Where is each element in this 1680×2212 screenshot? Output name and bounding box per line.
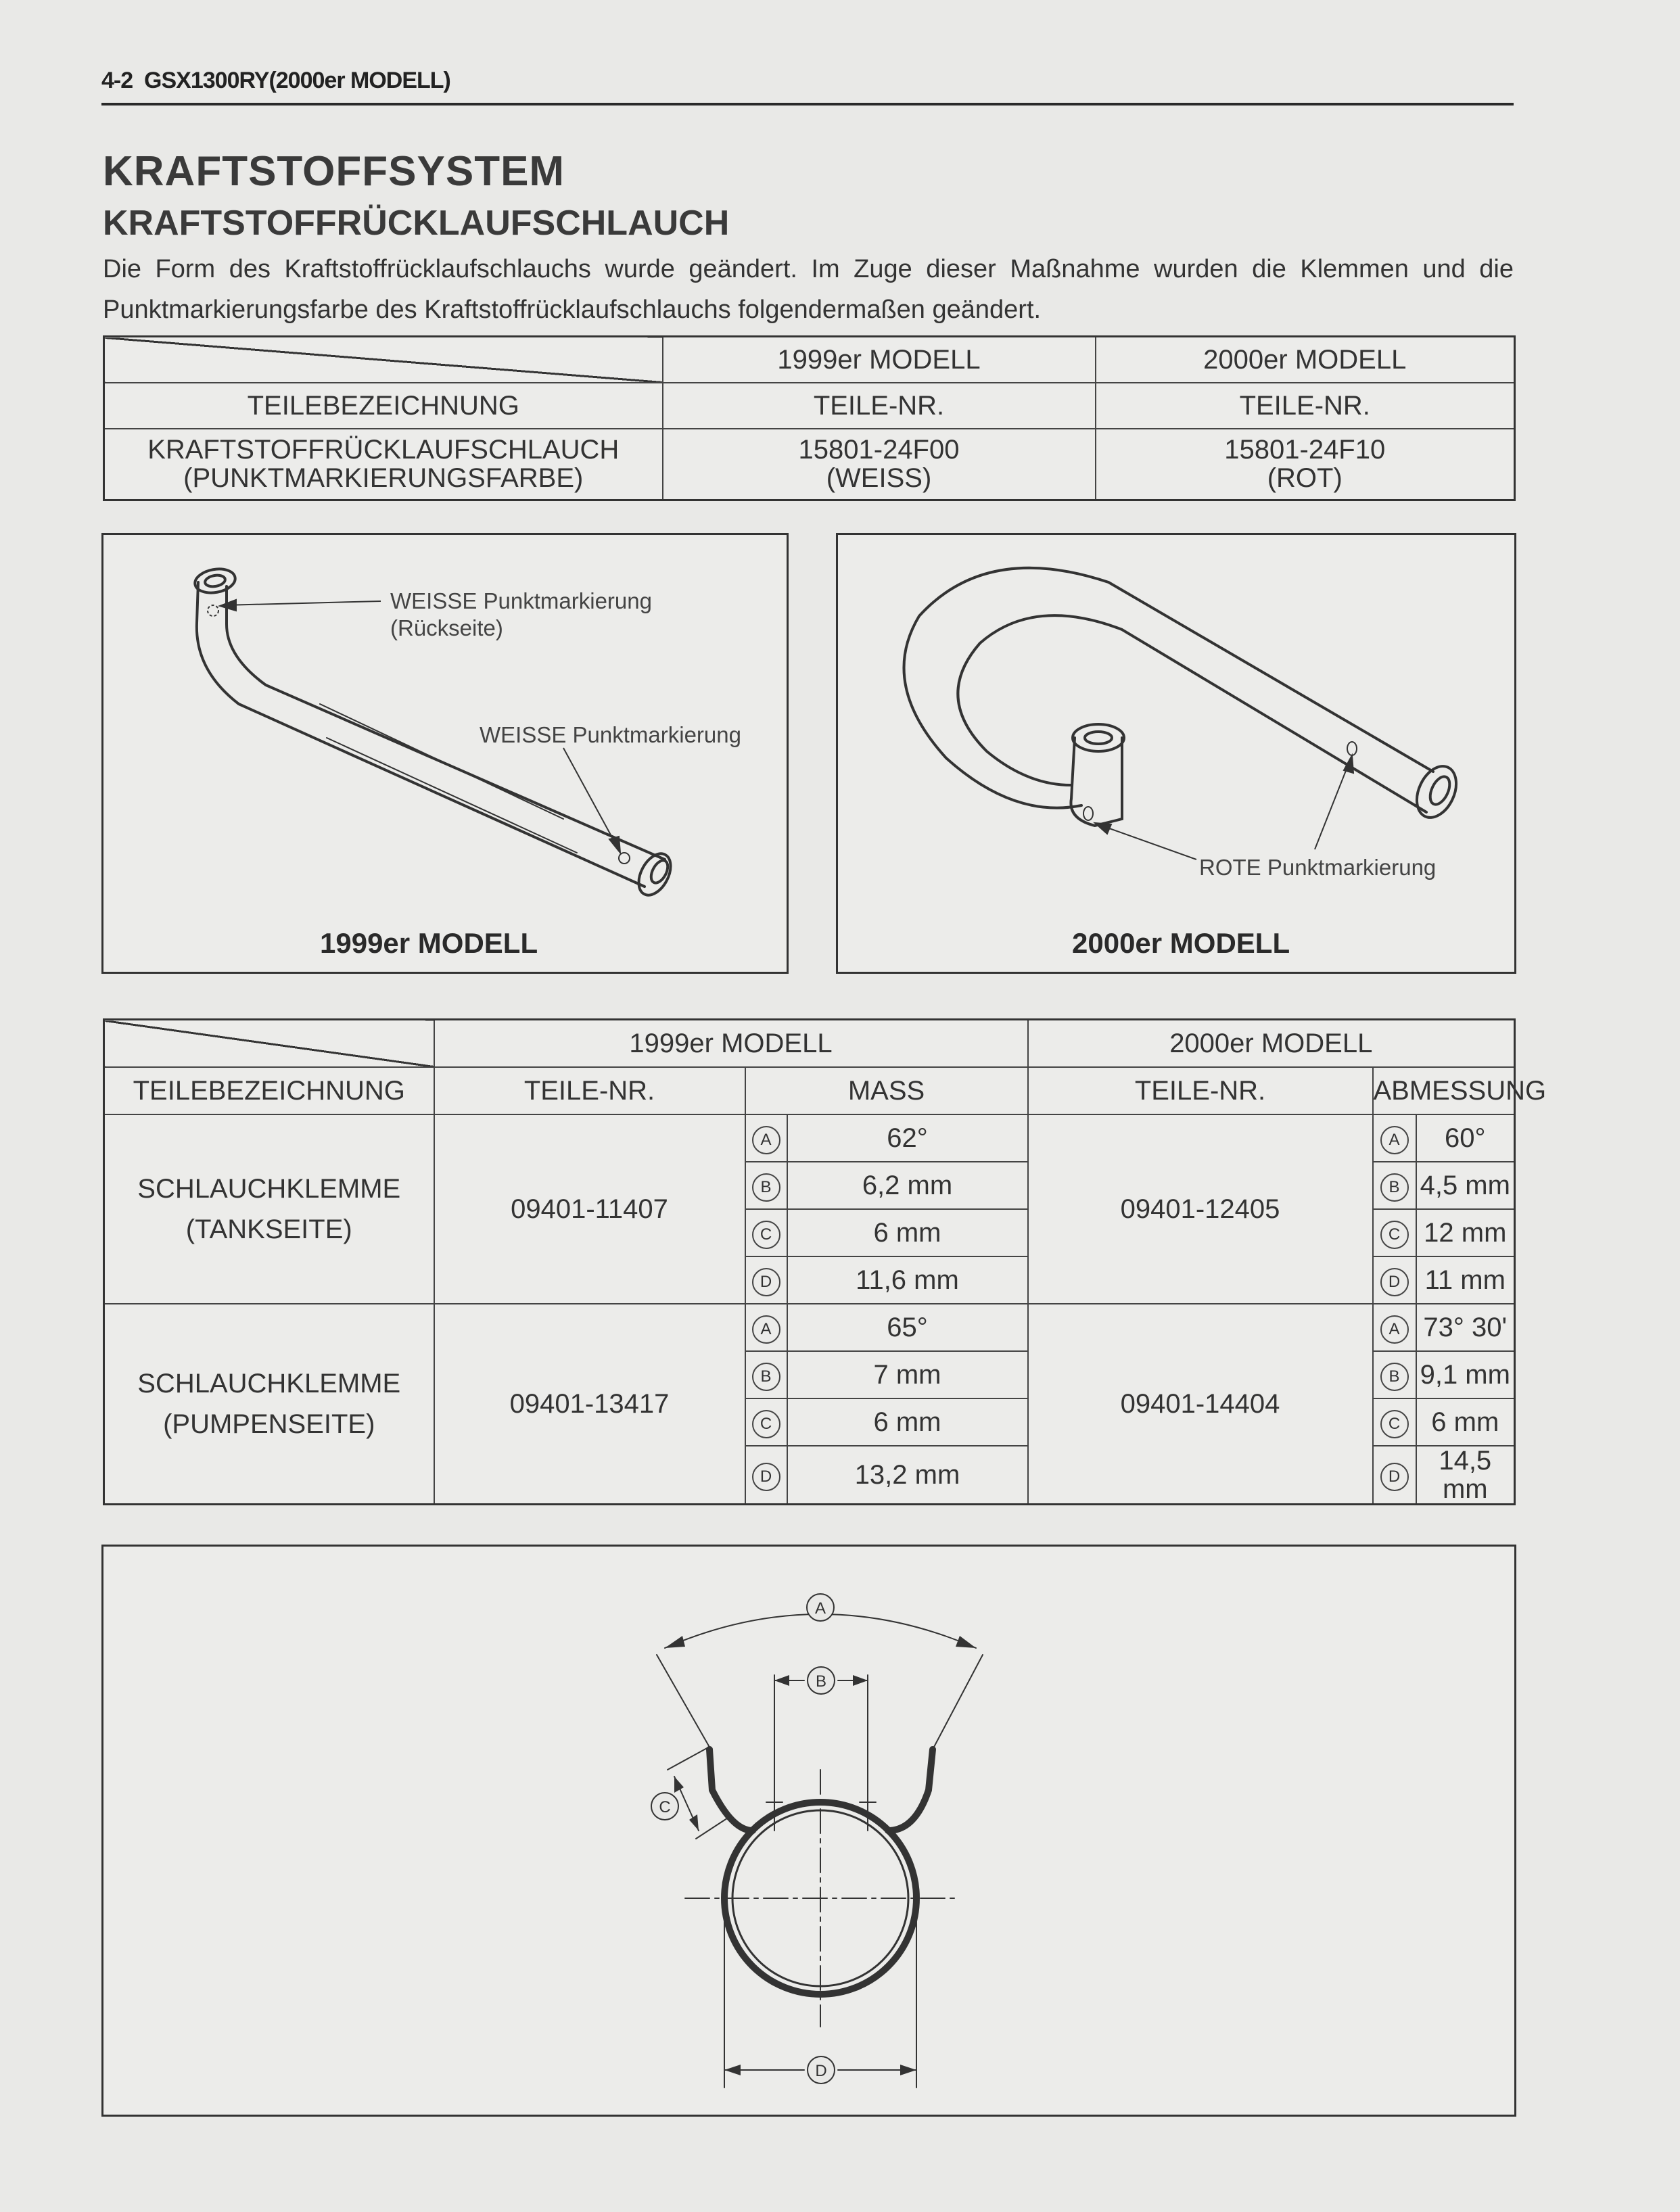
dim-value-1999: 62° xyxy=(787,1114,1028,1162)
clamp-part-2000-tank: 09401-12405 xyxy=(1028,1114,1373,1304)
dim-key: D xyxy=(745,1446,787,1505)
figure-1999-panel xyxy=(101,533,789,974)
clamp-diagram-panel xyxy=(101,1545,1516,2117)
t1-col-partno-1999: TEILE-NR. xyxy=(663,383,1096,429)
caption-1999: 1999er MODELL xyxy=(320,927,538,959)
dim-key: B xyxy=(745,1351,787,1398)
table-row xyxy=(104,1304,1515,1351)
t2-diagonal-header xyxy=(104,1020,434,1067)
hose-2000-drawing xyxy=(838,535,1514,972)
dim-key: C xyxy=(1373,1209,1416,1256)
figure-2000-panel xyxy=(836,533,1516,974)
clamp-parts-table xyxy=(103,1018,1547,1505)
t2-col-partno-2000: TEILE-NR. xyxy=(1028,1067,1373,1114)
t2-model-2000: 2000er MODELL xyxy=(1028,1020,1515,1067)
clamp-name-pump: SCHLAUCHKLEMME (PUMPENSEITE) xyxy=(104,1304,434,1505)
dim-value-1999: 6 mm xyxy=(787,1398,1028,1446)
clamp-part-2000-pump: 09401-14404 xyxy=(1028,1304,1373,1505)
t2-model-1999: 1999er MODELL xyxy=(434,1020,1028,1067)
t2-col-abmessung: ABMESSUNG xyxy=(1373,1067,1515,1114)
dim-value-1999: 13,2 mm xyxy=(787,1446,1028,1505)
dim-value-2000: 6 mm xyxy=(1416,1398,1515,1446)
t1-col-partno-2000: TEILE-NR. xyxy=(1096,383,1515,429)
t1-part-2000: 15801-24F10 (ROT) xyxy=(1096,429,1515,500)
dim-key: C xyxy=(1373,1398,1416,1446)
dim-value-2000: 14,5 mm xyxy=(1416,1446,1515,1505)
dim-label-b: B xyxy=(815,1672,827,1691)
t1-model-2000: 2000er MODELL xyxy=(1096,337,1515,383)
t1-part-1999: 15801-24F00 (WEISS) xyxy=(663,429,1096,500)
dim-key: A xyxy=(745,1114,787,1162)
dim-key: A xyxy=(745,1304,787,1351)
dim-label-c: C xyxy=(659,1798,671,1816)
page-number: 4-2 xyxy=(101,68,133,93)
label-white-mark-front: WEISSE Punktmarkierung xyxy=(480,722,741,747)
label-white-mark-back: WEISSE Punktmarkierung (Rückseite) xyxy=(390,588,652,640)
t2-col-mass: MASS xyxy=(745,1067,1028,1114)
model-name: GSX1300RY(2000er MODELL) xyxy=(144,68,450,93)
dim-key: D xyxy=(1373,1446,1416,1505)
t2-col-partno-1999: TEILE-NR. xyxy=(434,1067,745,1114)
dim-key: B xyxy=(1373,1162,1416,1209)
t1-model-1999: 1999er MODELL xyxy=(663,337,1096,383)
dim-value-1999: 6,2 mm xyxy=(787,1162,1028,1209)
dim-key: D xyxy=(1373,1256,1416,1304)
dim-key: A xyxy=(1373,1304,1416,1351)
dim-key: B xyxy=(745,1162,787,1209)
dim-value-2000: 11 mm xyxy=(1416,1256,1515,1304)
t1-row-name: KRAFTSTOFFRÜCKLAUFSCHLAUCH (PUNKTMARKIERUNGSFARBE) xyxy=(104,429,663,500)
dim-value-1999: 6 mm xyxy=(787,1209,1028,1256)
dim-label-a: A xyxy=(814,1599,826,1618)
hose-parts-table xyxy=(103,335,1516,501)
t2-col-name: TEILEBEZEICHNUNG xyxy=(104,1067,434,1114)
dim-key: C xyxy=(745,1398,787,1446)
dim-key: C xyxy=(745,1209,787,1256)
diagonal-header-cell xyxy=(104,337,663,383)
label-red-mark: ROTE Punktmarkierung xyxy=(1199,855,1437,880)
caption-2000: 2000er MODELL xyxy=(1072,927,1290,959)
clamp-part-1999-pump: 09401-13417 xyxy=(434,1304,745,1505)
dim-label-d: D xyxy=(815,2062,827,2080)
clamp-name-tank: SCHLAUCHKLEMME (TANKSEITE) xyxy=(104,1114,434,1304)
dim-value-2000: 73° 30' xyxy=(1416,1304,1515,1351)
page-header xyxy=(101,68,1514,105)
table-row xyxy=(104,1114,1515,1162)
section-subtitle: KRAFTSTOFFRÜCKLAUFSCHLAUCH xyxy=(103,204,730,243)
dim-value-2000: 12 mm xyxy=(1416,1209,1515,1256)
dim-value-2000: 4,5 mm xyxy=(1416,1162,1515,1209)
dim-key: B xyxy=(1373,1351,1416,1398)
intro-paragraph: Die Form des Kraftstoffrücklaufschlauchs wurde geändert. Im Zuge dieser Maßnahme wurden die Klemmen und die Punktmarkierungsfarbe des Kraftstoffrücklaufschlauchs folgendermaßen geändert. xyxy=(103,255,1514,324)
dim-value-1999: 65° xyxy=(787,1304,1028,1351)
clamp-part-1999-tank: 09401-11407 xyxy=(434,1114,745,1304)
dim-value-1999: 7 mm xyxy=(787,1351,1028,1398)
dim-key: A xyxy=(1373,1114,1416,1162)
dim-key: D xyxy=(745,1256,787,1304)
dim-value-2000: 60° xyxy=(1416,1114,1515,1162)
t1-col-name: TEILEBEZEICHNUNG xyxy=(104,383,663,429)
dim-value-2000: 9,1 mm xyxy=(1416,1351,1515,1398)
clamp-diagram xyxy=(103,1547,1514,2115)
dim-value-1999: 11,6 mm xyxy=(787,1256,1028,1304)
section-title: KRAFTSTOFFSYSTEM xyxy=(103,148,565,195)
